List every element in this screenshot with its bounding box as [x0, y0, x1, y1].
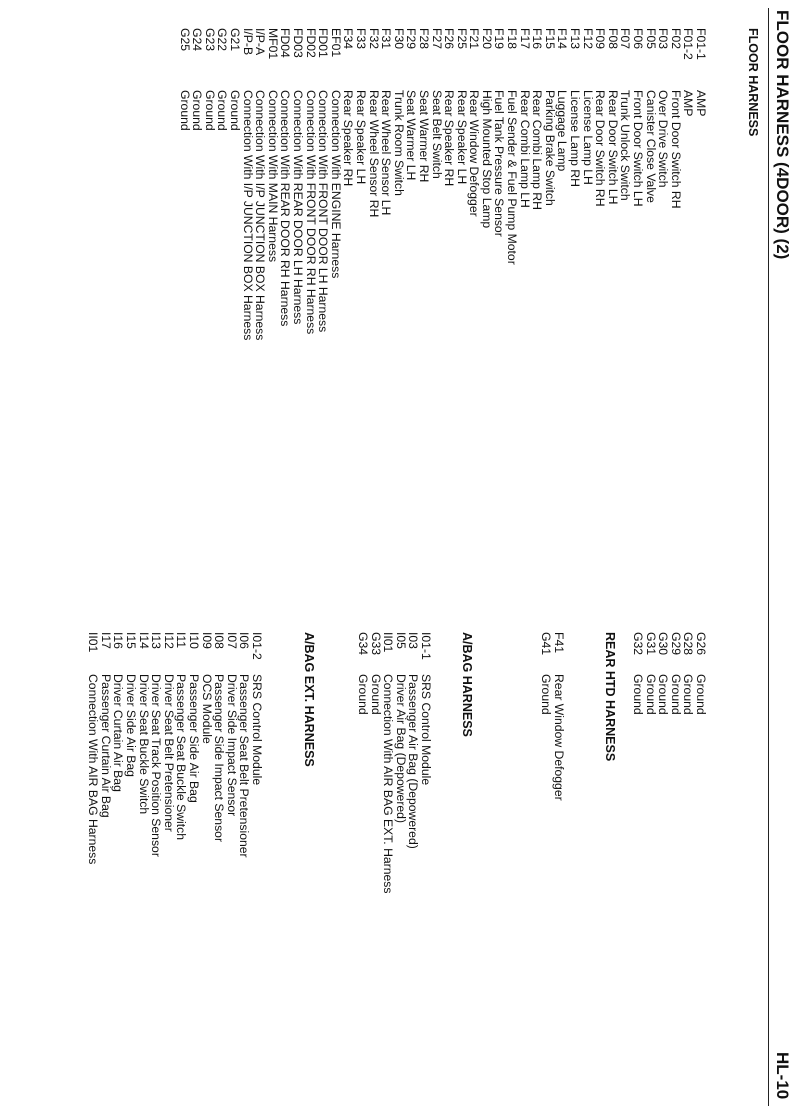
- list-item: [200, 632, 213, 864]
- connector-code: I03: [406, 632, 421, 649]
- connector-code: I11: [174, 632, 189, 649]
- connector-description: Passenger Side Air Bag: [187, 674, 202, 803]
- abag-ext-harness-title: A/BAG EXT. HARNESS: [302, 632, 316, 767]
- connector-description: License Lamp RH: [568, 90, 583, 187]
- list-item: [203, 28, 216, 340]
- connector-code: EF01: [328, 28, 343, 58]
- connector-code: I05: [393, 632, 408, 649]
- connector-description: Connection With FRONT DOOR LH Harness: [316, 90, 331, 333]
- connector-code: I01-1: [419, 632, 433, 660]
- rear-htd-harness-title: REAR HTD HARNESS: [603, 632, 617, 762]
- connector-description: Ground: [539, 674, 554, 715]
- connector-description: SRS Control Module: [419, 674, 433, 786]
- list-item: [417, 28, 430, 340]
- connector-code: G22: [215, 28, 230, 52]
- connector-code: F30: [391, 28, 406, 50]
- connector-code: MF01: [265, 28, 280, 60]
- connector-code: F20: [479, 28, 494, 50]
- connector-description: Connection With AIR BAG Harness: [86, 674, 101, 865]
- connector-description: Driver Seat Track Position Sensor: [149, 674, 164, 857]
- connector-code: F25: [454, 28, 469, 50]
- list-item: [644, 28, 657, 340]
- list-item: [254, 28, 267, 340]
- list-item: [317, 28, 330, 340]
- connector-code: G28: [681, 632, 696, 656]
- connector-code: F12: [580, 28, 595, 50]
- connector-code: G23: [202, 28, 217, 52]
- rear-htd-harness-list: [540, 632, 565, 801]
- connector-description: Rear Speaker RH: [341, 90, 356, 187]
- list-item: [594, 28, 607, 340]
- connector-code: F33: [353, 28, 368, 50]
- connector-code: I12: [161, 632, 176, 649]
- connector-description: Ground: [215, 90, 230, 131]
- list-item: [443, 28, 456, 340]
- connector-description: Connection With ENGINE Harness: [328, 90, 343, 279]
- connector-description: Connection With AIR BAG EXT. Harness: [381, 674, 396, 894]
- connector-description: OCS Module: [199, 674, 214, 744]
- list-item: [250, 632, 263, 864]
- connector-code: F29: [404, 28, 419, 50]
- connector-description: Rear Speaker RH: [442, 90, 457, 187]
- list-item: [531, 28, 544, 340]
- connector-description: Passenger Air Bag (Depowered): [406, 674, 421, 849]
- connector-description: Rear Window Defogger: [552, 674, 566, 801]
- connector-description: Driver Air Bag (Depowered): [393, 674, 408, 824]
- list-item: [518, 28, 531, 340]
- connector-description: Passenger Curtain Air Bag: [98, 674, 113, 818]
- connector-code: G21: [228, 28, 243, 52]
- connector-code: G26: [694, 632, 708, 656]
- connector-description: Ground: [368, 674, 383, 715]
- list-item: [216, 28, 229, 340]
- list-item: [175, 632, 188, 864]
- list-item: [356, 632, 369, 893]
- list-item: [392, 28, 405, 340]
- list-item: [631, 632, 644, 715]
- abag-harness-list: [356, 632, 432, 893]
- connector-description: Over Drive Switch: [656, 90, 671, 188]
- connector-code: I01-2: [250, 632, 264, 660]
- abag-ext-harness-list: [87, 632, 263, 864]
- connector-code: F32: [366, 28, 381, 50]
- list-item: [291, 28, 304, 340]
- list-item: [543, 28, 556, 340]
- connector-description: Rear Door Switch LH: [605, 90, 620, 205]
- list-item: [228, 28, 241, 340]
- connector-description: Ground: [356, 674, 371, 715]
- connector-description: Rear Wheel Sensor LH: [379, 90, 394, 216]
- list-item: [405, 28, 418, 340]
- connector-code: I13: [149, 632, 164, 649]
- connector-description: Parking Brake Switch: [542, 90, 557, 206]
- list-item: [468, 28, 481, 340]
- connector-description: Driver Side Impact Sensor: [224, 674, 239, 817]
- list-item: [540, 632, 553, 801]
- connector-code: F09: [593, 28, 608, 50]
- connector-description: Ground: [190, 90, 205, 131]
- connector-description: Ground: [656, 674, 671, 715]
- list-item: [631, 28, 644, 340]
- connector-description: Driver Seat Buckle Switch: [136, 674, 151, 815]
- connector-code: F41: [552, 632, 566, 654]
- list-item: [342, 28, 355, 340]
- connector-code: F21: [467, 28, 482, 50]
- connector-code: I15: [124, 632, 139, 649]
- connector-description: Ground: [668, 674, 683, 715]
- connector-code: G29: [668, 632, 683, 656]
- connector-code: G41: [539, 632, 554, 656]
- connector-code: FD04: [278, 28, 293, 58]
- page-title: FLOOR HARNESS (4DOOR) (2): [773, 10, 792, 260]
- list-item: [178, 28, 191, 340]
- connector-description: Connection With I/P JUNCTION BOX Harness: [253, 90, 268, 341]
- list-item: [506, 28, 519, 340]
- connector-code: G34: [356, 632, 371, 656]
- connector-description: Rear Speaker LH: [454, 90, 469, 185]
- connector-code: I16: [111, 632, 126, 649]
- connector-code: I10: [187, 632, 202, 649]
- list-item: [407, 632, 420, 893]
- list-item: [430, 28, 443, 340]
- list-item: [644, 632, 657, 715]
- list-item: [694, 28, 707, 340]
- list-item: [266, 28, 279, 340]
- list-item: [329, 28, 342, 340]
- floor-harness-list: [178, 28, 707, 340]
- list-item: [304, 28, 317, 340]
- connector-code: F28: [416, 28, 431, 50]
- list-item: [87, 632, 100, 864]
- connector-description: Seat Warmer RH: [416, 90, 431, 183]
- connector-description: Rear Combi Lamp RH: [530, 90, 545, 210]
- header-divider: [768, 8, 769, 1106]
- connector-code: F02: [668, 28, 683, 50]
- connector-description: Ground: [681, 674, 696, 715]
- connector-description: Rear Door Switch RH: [593, 90, 608, 207]
- list-item: [279, 28, 292, 340]
- connector-code: G32: [631, 632, 646, 656]
- connector-description: Connection With REAR DOOR RH Harness: [278, 90, 293, 327]
- list-item: [657, 28, 670, 340]
- connector-description: Seat Warmer LH: [404, 90, 419, 181]
- connector-code: F31: [379, 28, 394, 50]
- connector-code: I17: [98, 632, 113, 649]
- connector-description: Passenger Seat Belt Pretensioner: [237, 674, 252, 858]
- connector-description: Fuel Sender & Fuel Pump Motor: [505, 90, 520, 265]
- connector-description: AMP: [681, 90, 696, 117]
- list-item: [162, 632, 175, 864]
- connector-code: F08: [605, 28, 620, 50]
- connector-description: Rear Speaker LH: [353, 90, 368, 185]
- connector-code: G25: [177, 28, 192, 52]
- connector-description: Connection With I/P JUNCTION BOX Harness: [240, 90, 255, 341]
- connector-code: G31: [643, 632, 658, 656]
- list-item: [369, 632, 382, 893]
- connector-description: Seat Belt Switch: [429, 90, 444, 179]
- connector-code: FD02: [303, 28, 318, 58]
- connector-code: F05: [643, 28, 658, 50]
- connector-description: Ground: [643, 674, 658, 715]
- connector-description: Luggage Lamp: [555, 90, 570, 172]
- connector-description: License Lamp LH: [580, 90, 595, 185]
- list-item: [669, 632, 682, 715]
- connector-code: II01: [86, 632, 101, 653]
- list-item: [241, 28, 254, 340]
- page-number: HL-10: [773, 1052, 792, 1100]
- connector-code: F17: [517, 28, 532, 50]
- connector-description: Ground: [694, 674, 708, 715]
- list-item: [657, 632, 670, 715]
- connector-description: Front Door Switch RH: [668, 90, 683, 209]
- connector-description: Front Door Switch LH: [631, 90, 646, 207]
- connector-description: Rear Window Defogger: [467, 90, 482, 217]
- connector-description: Driver Seat Belt Pretensioner: [161, 674, 176, 832]
- floor-harness-title: FLOOR HARNESS: [746, 28, 760, 137]
- list-item: [619, 28, 632, 340]
- connector-description: Ground: [631, 674, 646, 715]
- connector-description: Connection With MAIN Harness: [265, 90, 280, 263]
- connector-code: F26: [442, 28, 457, 50]
- connector-code: F34: [341, 28, 356, 50]
- list-item: [124, 632, 137, 864]
- list-item: [394, 632, 407, 893]
- list-item: [99, 632, 112, 864]
- connector-code: F06: [631, 28, 646, 50]
- list-item: [606, 28, 619, 340]
- connector-code: F03: [656, 28, 671, 50]
- connector-description: Connection With REAR DOOR LH Harness: [291, 90, 305, 325]
- list-item: [568, 28, 581, 340]
- connector-code: II01: [381, 632, 396, 653]
- list-item: [552, 632, 565, 801]
- connector-code: I08: [212, 632, 227, 649]
- connector-code: F01-1: [694, 28, 708, 60]
- connector-description: Trunk Room Switch: [391, 90, 406, 196]
- floor-harness-cont-list: [631, 632, 707, 715]
- connector-description: SRS Control Module: [250, 674, 264, 786]
- connector-description: Driver Side Air Bag: [124, 674, 139, 777]
- connector-code: FD03: [291, 28, 305, 58]
- connector-code: FD01: [316, 28, 331, 58]
- connector-description: Passenger Seat Buckle Switch: [174, 674, 189, 840]
- list-item: [682, 632, 695, 715]
- connector-code: I06: [237, 632, 252, 649]
- list-item: [137, 632, 150, 864]
- connector-description: Rear Wheel Sensor RH: [366, 90, 381, 218]
- list-item: [150, 632, 163, 864]
- connector-code: F14: [555, 28, 570, 50]
- list-item: [682, 28, 695, 340]
- connector-code: I/P-A: [253, 28, 268, 56]
- list-item: [225, 632, 238, 864]
- connector-description: Ground: [228, 90, 243, 131]
- list-item: [480, 28, 493, 340]
- connector-description: Rear Combi Lamp LH: [517, 90, 532, 208]
- connector-code: I/P-B: [240, 28, 255, 56]
- connector-code: G30: [656, 632, 671, 656]
- list-item: [354, 28, 367, 340]
- connector-code: F07: [618, 28, 633, 50]
- connector-code: F19: [492, 28, 507, 50]
- list-item: [669, 28, 682, 340]
- list-item: [493, 28, 506, 340]
- list-item: [380, 28, 393, 340]
- list-item: [382, 632, 395, 893]
- connector-code: F27: [429, 28, 444, 50]
- list-item: [694, 632, 707, 715]
- connector-description: Driver Curtain Air Bag: [111, 674, 126, 792]
- list-item: [187, 632, 200, 864]
- connector-code: I09: [199, 632, 214, 649]
- connector-code: F01-2: [681, 28, 696, 60]
- connector-code: G24: [190, 28, 205, 52]
- connector-code: F13: [568, 28, 583, 50]
- connector-description: Fuel Tank Pressure Sensor: [492, 90, 507, 237]
- connector-code: F16: [530, 28, 545, 50]
- connector-description: Trunk Unlock Switch: [618, 90, 633, 201]
- connector-description: Passenger Side Impact Sensor: [212, 674, 227, 843]
- connector-code: I07: [224, 632, 239, 649]
- connector-code: G33: [368, 632, 383, 656]
- list-item: [556, 28, 569, 340]
- list-item: [581, 28, 594, 340]
- connector-description: High Mounted Stop Lamp: [479, 90, 494, 229]
- connector-description: Ground: [202, 90, 217, 131]
- list-item: [191, 28, 204, 340]
- connector-code: F15: [542, 28, 557, 50]
- list-item: [238, 632, 251, 864]
- connector-description: Canister Close Valve: [643, 90, 658, 203]
- list-item: [419, 632, 432, 893]
- connector-description: Ground: [177, 90, 192, 131]
- list-item: [367, 28, 380, 340]
- list-item: [455, 28, 468, 340]
- connector-description: AMP: [694, 90, 708, 117]
- connector-description: Connection With FRONT DOOR RH Harness: [303, 90, 318, 335]
- list-item: [112, 632, 125, 864]
- abag-harness-title: A/BAG HARNESS: [460, 632, 474, 737]
- connector-code: F18: [505, 28, 520, 50]
- list-item: [213, 632, 226, 864]
- connector-code: I14: [136, 632, 151, 649]
